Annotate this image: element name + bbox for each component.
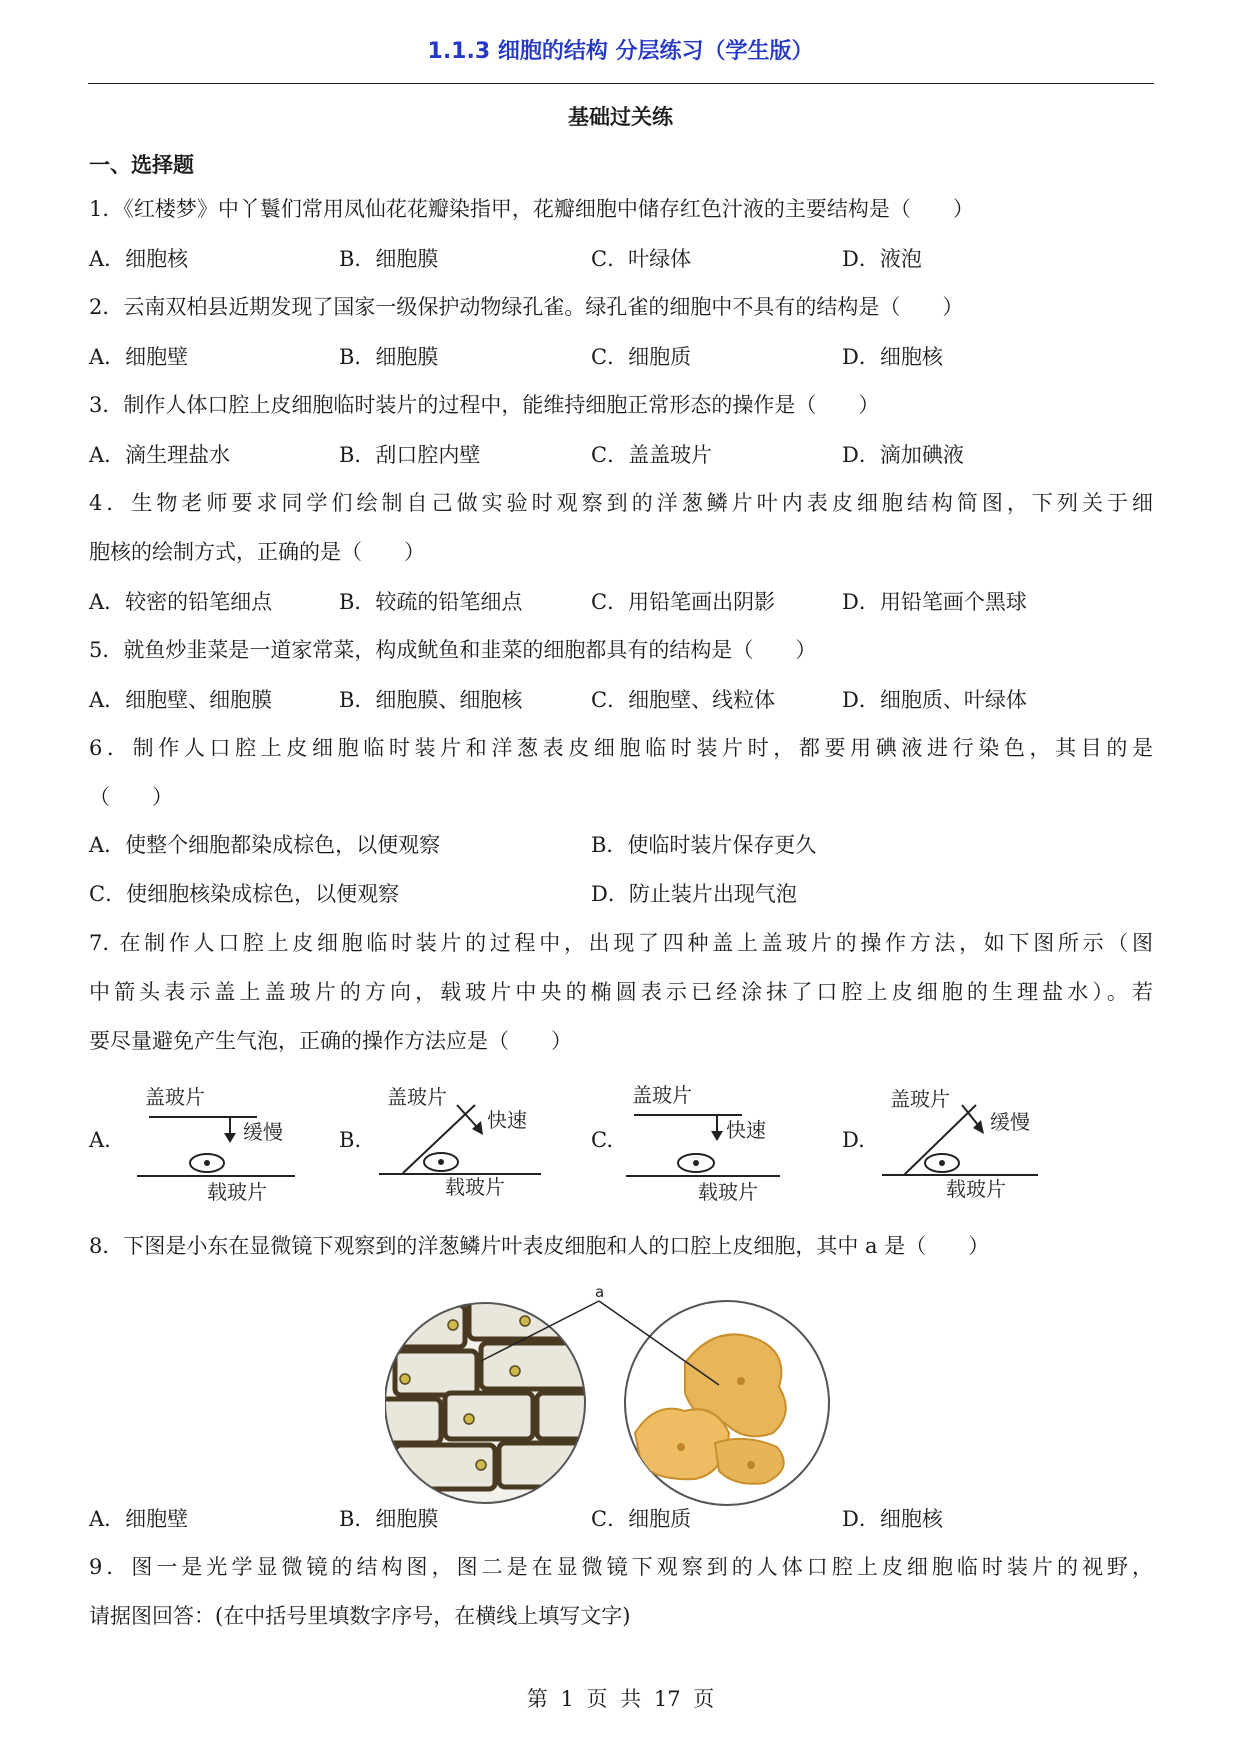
slide-label: 载玻片: [207, 1180, 267, 1204]
q5-option-b[interactable]: B．细胞膜、细胞核: [339, 688, 523, 712]
q3-option-c[interactable]: C．盖盖玻片: [591, 443, 713, 467]
cell-dot-icon: [693, 1160, 699, 1166]
question-1-stem: 1．《红楼梦》中丫鬟们常用凤仙花花瓣染指甲，花瓣细胞中储存红色汁液的主要结构是（ ）: [89, 197, 974, 221]
q2-option-c[interactable]: C．细胞质: [591, 345, 692, 369]
q6-option-b[interactable]: B．使临时装片保存更久: [591, 833, 817, 857]
q7-diagram-c: [624, 1083, 799, 1217]
q3-option-a[interactable]: A．滴生理盐水: [89, 443, 231, 467]
q2-option-d[interactable]: D．细胞核: [842, 345, 943, 369]
q4-option-a[interactable]: A．较密的铅笔细点: [89, 590, 273, 614]
page-footer: 第 1 页 共 17 页: [526, 1687, 715, 1711]
q4-option-b[interactable]: B．较疏的铅笔细点: [339, 590, 523, 614]
header-divider: [88, 83, 1154, 84]
q8-option-b[interactable]: B．细胞膜: [339, 1507, 439, 1531]
question-3-stem: 3．制作人体口腔上皮细胞临时装片的过程中，能维持细胞正常形态的操作是（ ）: [89, 393, 880, 417]
slide-label: 载玻片: [445, 1175, 505, 1199]
slow-label: 缓慢: [243, 1120, 283, 1144]
cover-slip-label: 盖玻片: [387, 1085, 447, 1109]
down-arrow-icon: [457, 1105, 477, 1127]
q2-option-b[interactable]: B．细胞膜: [339, 345, 439, 369]
q1-option-c[interactable]: C．叶绿体: [591, 247, 692, 271]
q4-option-c[interactable]: C．用铅笔画出阴影: [591, 590, 776, 614]
question-6-stem-line-2: （ ）: [89, 785, 173, 809]
q7-diagram-d: [872, 1083, 1047, 1217]
slow-label: 缓慢: [990, 1110, 1030, 1134]
question-5-stem: 5．就鱼炒韭菜是一道家常菜，构成鱿鱼和韭菜的细胞都具有的结构是（ ）: [89, 638, 817, 662]
q7-option-d[interactable]: D.: [842, 1128, 865, 1152]
question-9-stem-line-1: 9．图一是光学显微镜的结构图，图二是在显微镜下观察到的人体口腔上皮细胞临时装片的视野，: [89, 1555, 1153, 1579]
q8-microscope-figure: [385, 1283, 835, 1517]
fast-label: 快速: [726, 1118, 766, 1142]
fast-label: 快速: [487, 1108, 527, 1132]
document-title: 1.1.3 细胞的结构 分层练习（学生版）: [427, 39, 814, 64]
q1-option-b[interactable]: B．细胞膜: [339, 247, 439, 271]
question-9-stem-line-2: 请据图回答：(在中括号里填数字序号，在横线上填写文字): [89, 1604, 631, 1628]
q6-option-d[interactable]: D．防止装片出现气泡: [591, 882, 797, 906]
q7-diagram-b: [375, 1083, 550, 1217]
question-2-stem: 2．云南双柏县近期发现了国家一级保护动物绿孔雀。绿孔雀的细胞中不具有的结构是（ ）: [89, 295, 964, 319]
q7-option-a[interactable]: A.: [89, 1128, 111, 1152]
cell-dot-icon: [438, 1159, 444, 1165]
arrow-head-icon: [224, 1133, 236, 1143]
q4-option-d[interactable]: D．用铅笔画个黑球: [842, 590, 1027, 614]
q7-diagram-a: [135, 1083, 305, 1217]
cheek-cells-image: [625, 1301, 829, 1505]
question-6-stem-line-1: 6．制作人口腔上皮细胞临时装片和洋葱表皮细胞临时装片时，都要用碘液进行染色，其目的是: [89, 736, 1153, 760]
q8-option-d[interactable]: D．细胞核: [842, 1507, 943, 1531]
cell-dot-icon: [939, 1160, 945, 1166]
q3-option-b[interactable]: B．刮口腔内壁: [339, 443, 481, 467]
q8-option-c[interactable]: C．细胞质: [591, 1507, 692, 1531]
q5-option-a[interactable]: A．细胞壁、细胞膜: [89, 688, 273, 712]
question-7-stem-line-1: 7. 在制作人口腔上皮细胞临时装片的过程中，出现了四种盖上盖玻片的操作方法，如下图所示（图: [89, 931, 1153, 955]
cell-dot-icon: [204, 1160, 210, 1166]
part-title: 一、选择题: [89, 153, 194, 177]
cover-slip-label: 盖玻片: [632, 1083, 692, 1107]
cover-slip-label: 盖玻片: [145, 1085, 205, 1109]
q6-option-c[interactable]: C．使细胞核染成棕色，以便观察: [89, 882, 400, 906]
arrow-head-icon: [711, 1131, 723, 1141]
section-title: 基础过关练: [568, 105, 673, 129]
q7-option-b[interactable]: B.: [339, 1128, 362, 1152]
question-4-stem-line-2: 胞核的绘制方式，正确的是（ ）: [89, 540, 425, 564]
q1-option-a[interactable]: A．细胞核: [89, 247, 189, 271]
q5-option-d[interactable]: D．细胞质、叶绿体: [842, 688, 1027, 712]
cover-slip-label: 盖玻片: [890, 1087, 950, 1111]
q6-option-a[interactable]: A．使整个细胞都染成棕色，以便观察: [89, 833, 441, 857]
q2-option-a[interactable]: A．细胞壁: [89, 345, 189, 369]
q3-option-d[interactable]: D．滴加碘液: [842, 443, 964, 467]
slide-label: 载玻片: [946, 1177, 1006, 1201]
slide-label: 载玻片: [698, 1180, 758, 1204]
q5-option-c[interactable]: C．细胞壁、线粒体: [591, 688, 776, 712]
question-7-stem-line-2: 中箭头表示盖上盖玻片的方向，载玻片中央的椭圆表示已经涂抹了口腔上皮细胞的生理盐水）。若: [89, 980, 1153, 1004]
pointer-label-a: a: [595, 1283, 605, 1301]
onion-epidermis-image: [385, 1299, 607, 1503]
q7-option-c[interactable]: C.: [591, 1128, 613, 1152]
question-4-stem-line-1: 4．生物老师要求同学们绘制自己做实验时观察到的洋葱鳞片叶内表皮细胞结构简图，下列关于细: [89, 491, 1153, 515]
question-8-stem: 8．下图是小东在显微镜下观察到的洋葱鳞片叶表皮细胞和人的口腔上皮细胞，其中 a 是（ ）: [89, 1234, 990, 1258]
q8-option-a[interactable]: A．细胞壁: [89, 1507, 189, 1531]
question-7-stem-line-3: 要尽量避免产生气泡，正确的操作方法应是（ ）: [89, 1029, 572, 1053]
q1-option-d[interactable]: D．液泡: [842, 247, 922, 271]
